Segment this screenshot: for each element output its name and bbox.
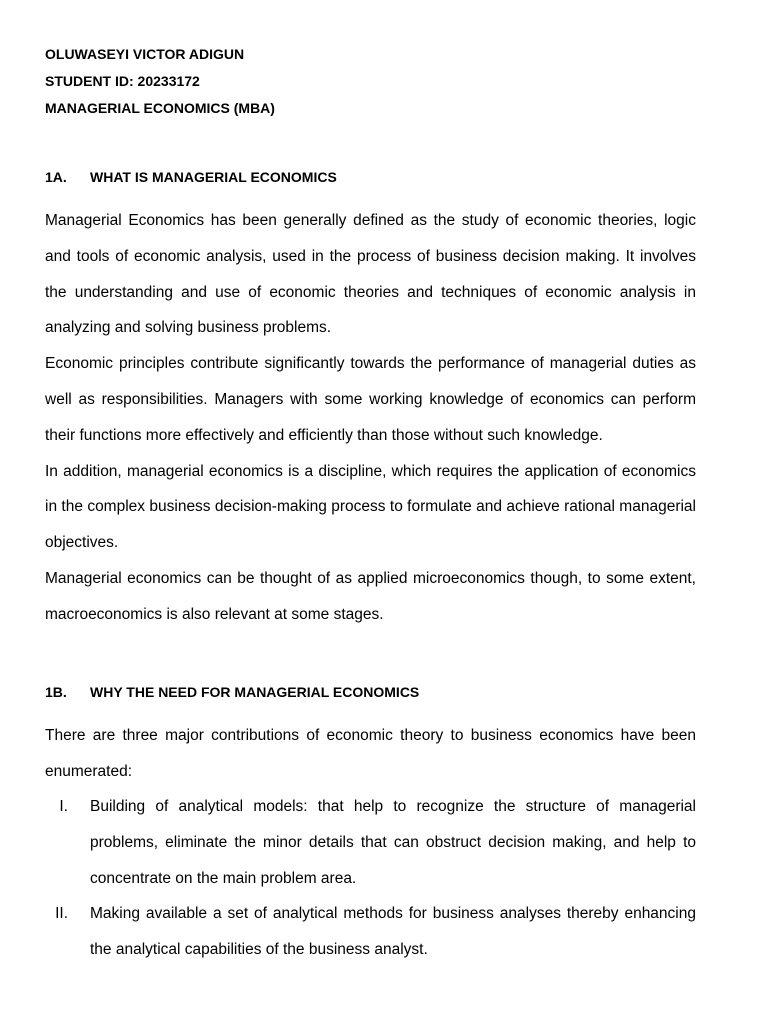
paragraph: In addition, managerial economics is a discipline, which requires the application of economics in the complex business decision-making process to formulate and achieve rational managerial objectives.	[45, 462, 696, 552]
paragraph: Economic principles contribute significantly towards the performance of managerial duties as well as responsibilities. Managers with some working knowledge of economics can perform their functions more effectively and efficiently than those without such knowledge.	[45, 355, 696, 444]
paragraph: Managerial Economics has been generally defined as the study of economic theories, logic and tools of economic analysis, used in the process of business decision making. It involves the understanding and use of economic theories and techniques of economic analysis in analyzing and solving business problems.	[45, 212, 696, 337]
list-item	[45, 896, 696, 968]
paragraph: There are three major contributions of economic theory to business economics have been enumerated:	[45, 727, 696, 780]
student-id: STUDENT ID: 20233172	[45, 73, 200, 89]
list-marker: II.	[55, 905, 68, 923]
list-item-text: Building of analytical models: that help to recognize the structure of managerial problems, eliminate the minor details that can obstruct decision making, and help to concentrate on the main problem area.	[90, 798, 696, 887]
author-name: OLUWASEYI VICTOR ADIGUN	[45, 46, 245, 62]
contributions-list	[45, 789, 696, 968]
section-heading-1a	[45, 168, 337, 186]
section-title: WHY THE NEED FOR MANAGERIAL ECONOMICS	[90, 684, 420, 700]
section-title: WHAT IS MANAGERIAL ECONOMICS	[90, 169, 337, 185]
section-1a-body	[45, 203, 696, 633]
section-1b-intro	[45, 718, 696, 790]
list-marker: I.	[59, 798, 68, 815]
list-item-text: Making available a set of analytical methods for business analyses thereby enhancing the analytical capabilities of the business analyst.	[90, 905, 696, 959]
section-number: 1B.	[45, 684, 67, 700]
list-item	[45, 789, 696, 896]
section-heading-1b	[45, 683, 419, 701]
course-title: MANAGERIAL ECONOMICS (MBA)	[45, 100, 275, 116]
paragraph: Managerial economics can be thought of as applied microeconomics though, to some extent, macroeconomics is also relevant at some stages.	[45, 569, 696, 623]
section-number: 1A.	[45, 169, 67, 185]
